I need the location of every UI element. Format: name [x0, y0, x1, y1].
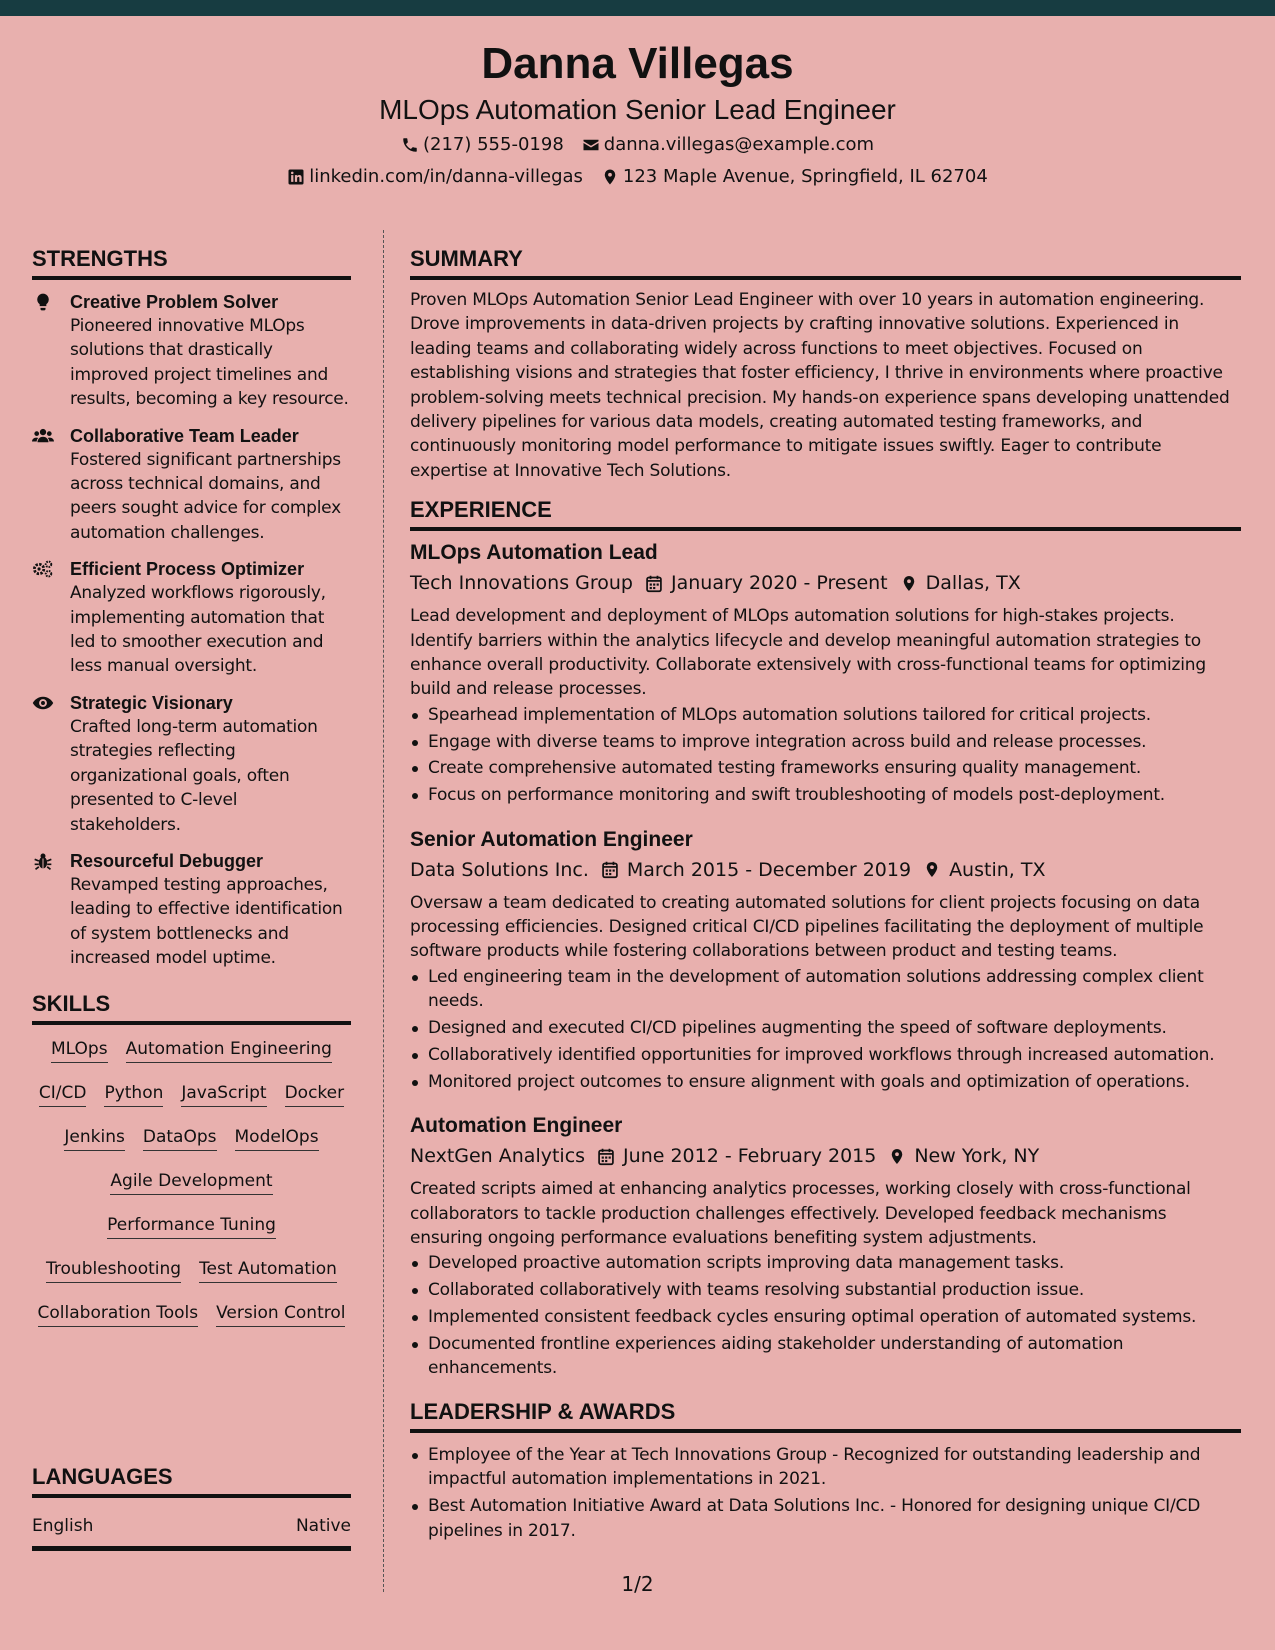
calendar-icon	[645, 574, 663, 593]
job-meta	[410, 855, 1241, 885]
list-item: Best Automation Initiative Award at Data Solutions Inc. - Honored for designing unique CI/CD pipelines in 2017.	[410, 1494, 1241, 1543]
page-indicator: 1/2	[621, 1572, 654, 1596]
strength-title: Resourceful Debugger	[70, 850, 264, 871]
skill-tag: Docker	[285, 1081, 345, 1107]
contact-linkedin[interactable]	[287, 168, 583, 186]
map-pin-icon	[888, 1147, 906, 1166]
summary-text: Proven MLOps Automation Senior Lead Engineer with over 10 years in automation engineering. Drove improvements in data-driven projects by crafting innovative solutions. Experienced in leading teams and collaborating widely across functions to meet objectives. Focused on establishing visions and strategies that foster efficiency, I thrive in environments where proactive problem-solving meets technical precision. My hands-on experience spans developing unattended delivery pipelines for various data models, creating automated testing frameworks, and continuously monitoring model performance to mitigate issues swiftly. Eager to contribute expertise at Innovative Tech Solutions.	[410, 290, 1230, 481]
job-description: Oversaw a team dedicated to creating automated solutions for client projects focusing on data processing efficiencies. Designed critical CI/CD pipelines facilitating the deployment of multiple software products while fostering collaborations between product and testing teams.	[410, 892, 1204, 962]
job-company: NextGen Analytics	[410, 1145, 586, 1168]
job-bullets	[410, 703, 1241, 808]
strength-item	[32, 691, 351, 837]
experience-section	[410, 497, 1241, 1380]
skills-section	[32, 991, 351, 1327]
eye-icon	[32, 693, 54, 713]
gears-icon	[32, 559, 54, 579]
job-bullets	[410, 965, 1241, 1094]
job-location: Austin, TX	[949, 858, 1046, 881]
skills-heading: SKILLS	[32, 991, 351, 1025]
map-pin-icon	[601, 168, 619, 186]
strength-item	[32, 557, 351, 679]
right-column	[410, 246, 1241, 1546]
list-item: Spearhead implementation of MLOps automation solutions tailored for critical projects.	[410, 703, 1241, 727]
strength-description: Revamped testing approaches, leading to effective identification of system bottlenecks and increased model uptime.	[70, 874, 343, 969]
list-item: Monitored project outcomes to ensure alignment with goals and optimization of operations.	[410, 1070, 1241, 1094]
linkedin-icon	[287, 168, 305, 186]
address-text: 123 Maple Avenue, Springfield, IL 62704	[622, 166, 988, 187]
left-column	[32, 246, 351, 1327]
linkedin-text: linkedin.com/in/danna-villegas	[309, 166, 583, 187]
strength-description: Fostered significant partnerships across technical domains, and peers sought advice for complex automation challenges.	[70, 449, 341, 543]
skill-tag: MLOps	[51, 1037, 108, 1063]
strength-item	[32, 849, 351, 971]
list-item: Implemented consistent feedback cycles ensuring optimal operation of automated systems.	[410, 1305, 1241, 1329]
contact-line-primary	[0, 136, 1275, 154]
job-title: Automation Engineer	[410, 1114, 623, 1138]
strength-item	[32, 424, 351, 546]
strength-description: Crafted long-term automation strategies reflecting organizational goals, often presented to C-level stakeholders.	[70, 716, 318, 835]
awards-section	[410, 1399, 1241, 1544]
job-description: Lead development and deployment of MLOps automation solutions for high-stakes projects. Identify barriers within the analytics lifecycle and develop meaningful automation strategies to enhance overall productivity. Collaborate extensively with cross-functional teams for optimizing build and release processes.	[410, 606, 1206, 700]
languages-heading: LANGUAGES	[32, 1464, 351, 1498]
language-name: English	[32, 1516, 94, 1536]
skill-tag: CI/CD	[39, 1081, 87, 1107]
language-level: Native	[295, 1516, 351, 1536]
map-pin-icon	[923, 860, 941, 879]
job-meta	[410, 568, 1241, 598]
strength-description: Analyzed workflows rigorously, implementing automation that led to smoother execution and less manual oversight.	[70, 583, 326, 677]
strength-title: Collaborative Team Leader	[70, 425, 299, 446]
skill-tag: Version Control	[216, 1301, 345, 1327]
awards-list	[410, 1443, 1241, 1544]
contact-line-secondary	[0, 168, 1275, 186]
envelope-icon	[582, 136, 600, 154]
map-pin-icon	[900, 574, 918, 593]
resume-header	[0, 16, 1275, 204]
job-meta	[410, 1141, 1241, 1171]
language-row	[32, 1514, 351, 1551]
bug-icon	[32, 851, 54, 871]
job-entry	[410, 1112, 1241, 1380]
list-item: Collaborated collaboratively with teams resolving substantial production issue.	[410, 1278, 1241, 1302]
job-location: New York, NY	[914, 1145, 1040, 1168]
skill-tag: Collaboration Tools	[38, 1301, 199, 1327]
calendar-icon	[597, 1147, 615, 1166]
strength-item	[32, 290, 351, 412]
contact-email[interactable]	[582, 136, 874, 154]
skill-tag: ModelOps	[235, 1125, 319, 1151]
job-entry	[410, 826, 1241, 1094]
strengths-section	[32, 246, 351, 971]
skill-tag: Python	[104, 1081, 163, 1107]
summary-heading: SUMMARY	[410, 246, 1241, 280]
skill-tag: JavaScript	[181, 1081, 266, 1107]
job-dates: January 2020 - Present	[670, 572, 888, 595]
phone-icon	[401, 136, 419, 154]
strengths-heading: STRENGTHS	[32, 246, 351, 280]
list-item: Led engineering team in the development of automation solutions addressing complex client needs.	[410, 965, 1241, 1014]
strength-title: Efficient Process Optimizer	[70, 559, 305, 580]
list-item: Employee of the Year at Tech Innovations Group - Recognized for outstanding leadership and impactful automation implementations in 2021.	[410, 1443, 1241, 1492]
column-divider	[383, 230, 384, 1592]
job-dates: June 2012 - February 2015	[623, 1145, 877, 1168]
job-title: Senior Automation Engineer	[410, 827, 693, 851]
skills-list	[32, 1037, 351, 1327]
candidate-name: Danna Villegas	[481, 39, 794, 88]
list-item: Focus on performance monitoring and swift troubleshooting of models post-deployment.	[410, 783, 1241, 807]
skill-tag: Agile Development	[110, 1169, 272, 1195]
job-dates: March 2015 - December 2019	[626, 858, 912, 881]
job-description: Created scripts aimed at enhancing analytics processes, working closely with cross-functional collaborators to tackle production challenges effectively. Developed feedback mechanisms ensuring ongoing performance evaluations benefiting system adjustments.	[410, 1179, 1191, 1248]
contact-address	[601, 168, 988, 186]
job-bullets	[410, 1251, 1241, 1380]
skill-tag: DataOps	[143, 1125, 217, 1151]
list-item: Engage with diverse teams to improve integration across build and release processes.	[410, 730, 1241, 754]
candidate-title: MLOps Automation Senior Lead Engineer	[379, 94, 896, 125]
list-item: Collaboratively identified opportunities for improved workflows through increased automation.	[410, 1043, 1241, 1067]
contact-phone[interactable]	[401, 136, 564, 154]
list-item: Developed proactive automation scripts improving data management tasks.	[410, 1251, 1241, 1275]
job-company: Data Solutions Inc.	[410, 858, 589, 881]
awards-heading: LEADERSHIP & AWARDS	[410, 1399, 1241, 1433]
strength-description: Pioneered innovative MLOps solutions that drastically improved project timelines and results, becoming a key resource.	[70, 316, 349, 410]
strength-title: Strategic Visionary	[70, 692, 233, 713]
summary-section	[410, 246, 1241, 483]
top-accent-bar	[0, 0, 1275, 16]
list-item: Create comprehensive automated testing frameworks ensuring quality management.	[410, 756, 1241, 780]
skill-tag: Troubleshooting	[46, 1257, 181, 1283]
skill-tag: Test Automation	[199, 1257, 337, 1283]
skill-tag: Performance Tuning	[107, 1213, 276, 1239]
phone-text: (217) 555-0198	[422, 134, 564, 155]
list-item: Documented frontline experiences aiding stakeholder understanding of automation enhancements.	[410, 1332, 1241, 1381]
experience-heading: EXPERIENCE	[410, 497, 1241, 531]
job-location: Dallas, TX	[925, 572, 1021, 595]
list-item: Designed and executed CI/CD pipelines augmenting the speed of software deployments.	[410, 1016, 1241, 1040]
calendar-icon	[601, 860, 619, 879]
job-company: Tech Innovations Group	[410, 572, 633, 595]
languages-section	[32, 1464, 351, 1551]
users-icon	[32, 426, 54, 446]
strength-title: Creative Problem Solver	[70, 292, 279, 312]
job-title: MLOps Automation Lead	[410, 541, 658, 565]
skill-tag: Jenkins	[64, 1125, 124, 1151]
email-text: danna.villegas@example.com	[603, 134, 875, 155]
lightbulb-icon	[32, 292, 54, 312]
job-entry	[410, 539, 1241, 807]
skill-tag: Automation Engineering	[126, 1037, 332, 1063]
